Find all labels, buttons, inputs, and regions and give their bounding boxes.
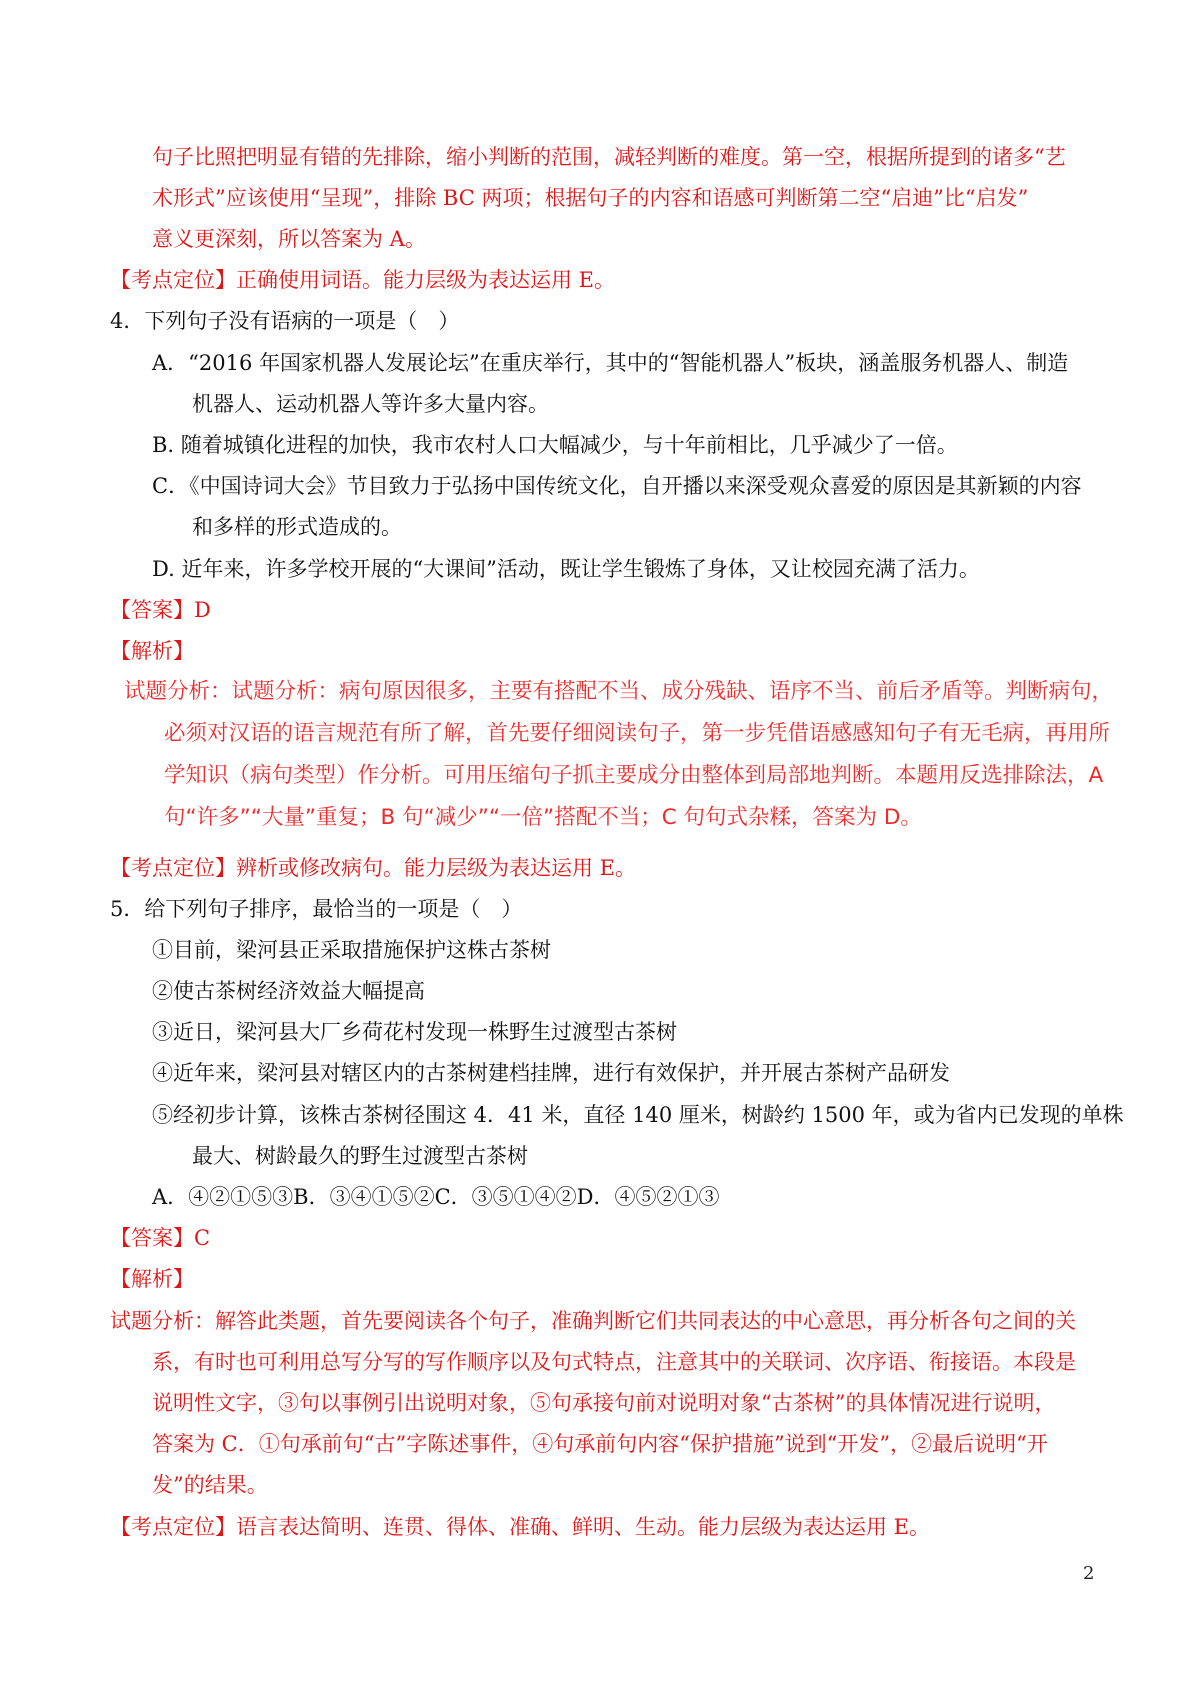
q4-option-a: A．“2016 年国家机器人发展论坛”在重庆举行，其中的“智能机器人”板块，涵盖服务机器人、制造	[152, 351, 1069, 375]
q5-analysis-line-5: 发”的结果。	[152, 1473, 268, 1497]
q5-sentence-5: ⑤经初步计算，该株古茶树径围这 4．41 米，直径 140 厘米，树龄约 1500 年，或为省内已发现的单株	[152, 1103, 1124, 1127]
q4-analysis-line-4: 句“许多”“大量”重复；B 句“减少”“一倍”搭配不当；C 句句式杂糅，答案为 D。	[164, 805, 922, 830]
q4-analysis-line-1: 试题分析：试题分析：病句原因很多，主要有搭配不当、成分残缺、语序不当、前后矛盾等。判断病句，	[124, 679, 1114, 704]
q5-analysis-line-2: 系，有时也可利用总写分写的写作顺序以及句式特点，注意其中的关联词、次序语、衔接语。本段是	[152, 1350, 1076, 1374]
q4-jiexi-label: 【解析】	[110, 639, 194, 663]
q5-analysis-line-4: 答案为 C．①句承前句“古”字陈述事件，④句承前句内容“保护措施”说到“开发”，②最后说明“开	[152, 1432, 1048, 1456]
q5-sentence-4: ④近年来，梁河县对辖区内的古茶树建档挂牌，进行有效保护，并开展古茶树产品研发	[152, 1061, 950, 1085]
q4-kaodian: 【考点定位】辨析或修改病句。能力层级为表达运用 E。	[110, 856, 637, 880]
q5-answer: 【答案】C	[110, 1226, 211, 1250]
q4-option-a-cont: 机器人、运动机器人等许多大量内容。	[192, 392, 549, 416]
q5-jiexi-label: 【解析】	[110, 1267, 194, 1291]
q3-analysis-line-3: 意义更深刻，所以答案为 A。	[152, 227, 426, 251]
q4-option-c: C．《中国诗词大会》节目致力于弘扬中国传统文化，自开播以来深受观众喜爱的原因是其新颖的内容	[152, 474, 1082, 498]
q3-analysis-line-1: 句子比照把明显有错的先排除，缩小判断的范围，减轻判断的难度。第一空，根据所提到的诸多“艺	[152, 145, 1066, 169]
q5-choices: A．④②①⑤③B．③④①⑤②C．③⑤①④②D．④⑤②①③	[152, 1185, 720, 1209]
q3-analysis-line-2: 术形式”应该使用“呈现”，排除 BC 两项；根据句子的内容和语感可判断第二空“启迪”比“启发”	[152, 186, 1029, 210]
q5-sentence-3: ③近日，梁河县大厂乡荷花村发现一株野生过渡型古茶树	[152, 1020, 677, 1044]
q5-sentence-2: ②使古茶树经济效益大幅提高	[152, 979, 425, 1003]
q5-stem: 5．给下列句子排序，最恰当的一项是（ ）	[110, 897, 523, 921]
q4-option-b: B. 随着城镇化进程的加快，我市农村人口大幅减少，与十年前相比，几乎减少了一倍。	[152, 433, 958, 457]
q4-answer: 【答案】D	[110, 598, 211, 622]
q5-sentence-5-cont: 最大、树龄最久的野生过渡型古茶树	[192, 1144, 528, 1168]
q5-analysis-line-1: 试题分析：解答此类题，首先要阅读各个句子，准确判断它们共同表达的中心意思，再分析各句之间的关	[110, 1309, 1076, 1333]
q5-kaodian: 【考点定位】语言表达简明、连贯、得体、准确、鲜明、生动。能力层级为表达运用 E。	[110, 1515, 931, 1539]
q4-analysis-line-2: 必须对汉语的语言规范有所了解，首先要仔细阅读句子，第一步凭借语感感知句子有无毛病，再用所	[164, 721, 1111, 746]
q4-stem: 4．下列句子没有语病的一项是（ ）	[110, 309, 460, 333]
q4-option-c-cont: 和多样的形式造成的。	[192, 515, 402, 539]
q3-kaodian: 【考点定位】正确使用词语。能力层级为表达运用 E。	[110, 268, 616, 292]
page-number: 2	[1083, 1563, 1095, 1584]
q4-analysis-line-3: 学知识（病句类型）作分析。可用压缩句子抓主要成分由整体到局部地判断。本题用反选排除法，A	[164, 763, 1104, 788]
q4-option-d: D. 近年来，许多学校开展的“大课间”活动，既让学生锻炼了身体，又让校园充满了活力。	[152, 557, 980, 581]
q5-sentence-1: ①目前，梁河县正采取措施保护这株古茶树	[152, 938, 551, 962]
q5-analysis-line-3: 说明性文字，③句以事例引出说明对象，⑤句承接句前对说明对象“古茶树”的具体情况进行说明，	[152, 1391, 1056, 1415]
